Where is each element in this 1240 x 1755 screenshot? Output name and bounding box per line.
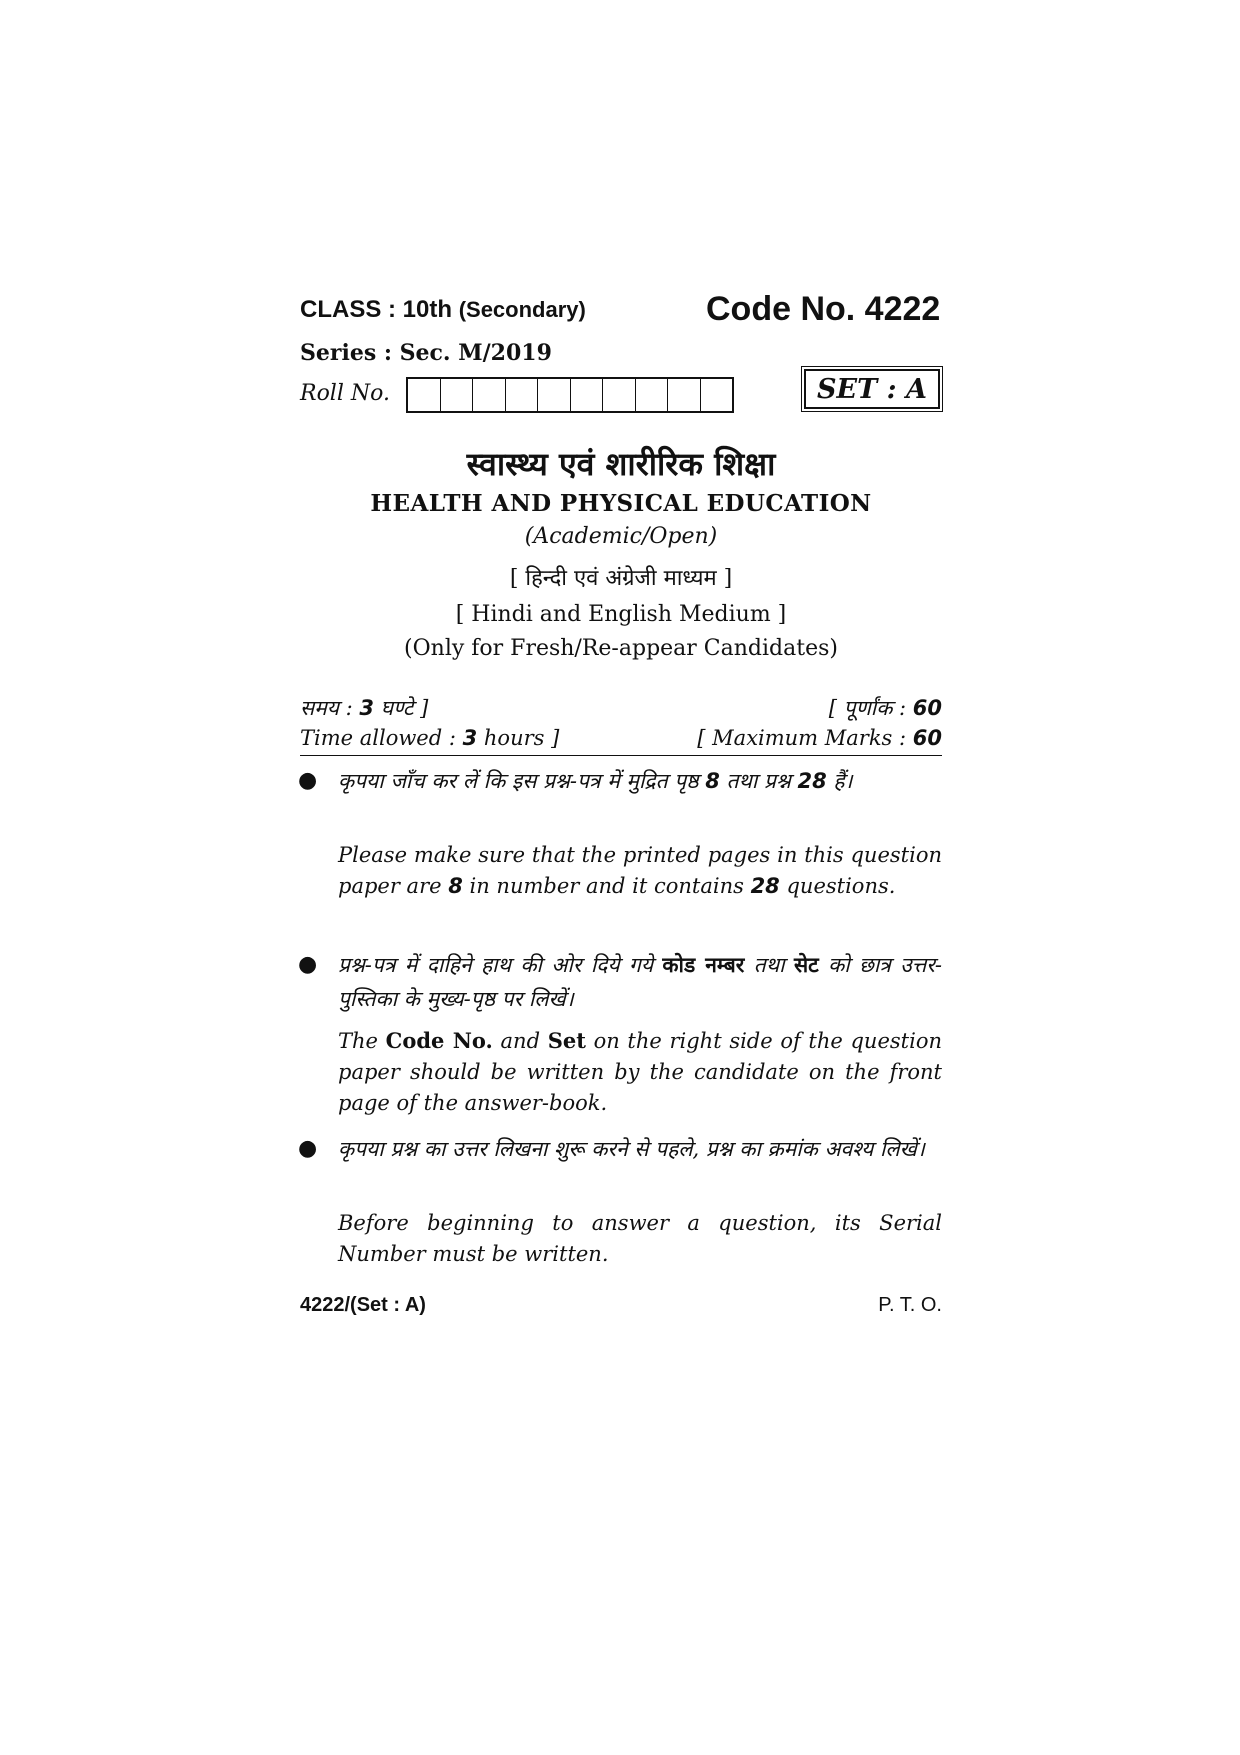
divider-rule (300, 755, 942, 756)
class-sub: (Secondary) (458, 297, 586, 322)
instruction-2-hindi: प्रश्न-पत्र में दाहिने हाथ की ओर दिये गये कोड नम्बर तथा सेट को छात्र उत्तर-पुस्तिका के मुख्य-पृष्ठ पर लिखें। (338, 952, 942, 1011)
class-label: CLASS : 10th (Secondary) (300, 296, 586, 323)
bullet-icon: ● (298, 1136, 318, 1161)
set-badge: SET : A (804, 369, 940, 409)
roll-number-label: Roll No. (300, 381, 390, 406)
time-allowed: Time allowed : 3 hours ] (300, 726, 560, 750)
roll-digit-box[interactable] (506, 379, 539, 411)
roll-digit-box[interactable] (571, 379, 604, 411)
roll-digit-box[interactable] (473, 379, 506, 411)
footer-code-set: 4222/(Set : A) (300, 1294, 426, 1316)
roll-digit-box[interactable] (603, 379, 636, 411)
maximum-marks: [ Maximum Marks : 60 (697, 726, 942, 750)
instruction-3-english: Before beginning to answer a question, its Serial Number must be written. (338, 1211, 942, 1266)
medium-hindi: [ हिन्दी एवं अंग्रेजी माध्यम ] (509, 566, 733, 591)
academic-open-note: (Academic/Open) (524, 524, 718, 549)
title-english: HEALTH AND PHYSICAL EDUCATION (370, 490, 872, 517)
roll-number-boxes[interactable] (406, 377, 734, 413)
instruction-1-english: Please make sure that the printed pages in this question paper are 8 in number and it contains 28 questions. (338, 843, 942, 898)
medium-english: [ Hindi and English Medium ] (455, 602, 787, 627)
roll-digit-box[interactable] (538, 379, 571, 411)
instruction-1-hindi: कृपया जाँच कर लें कि इस प्रश्न-पत्र में मुद्रित पृष्ठ 8 तथा प्रश्न 28 हैं। (338, 769, 853, 793)
title-hindi: स्वास्थ्य एवं शारीरिक शिक्षा (466, 445, 776, 483)
marks-hindi: [ पूर्णांक : 60 (828, 696, 942, 720)
instruction-3-hindi: कृपया प्रश्न का उत्तर लिखना शुरू करने से पहले, प्रश्न का क्रमांक अवश्य लिखें। (338, 1137, 925, 1161)
series-label: Series : Sec. M/2019 (300, 340, 552, 366)
code-number: Code No. 4222 (706, 290, 941, 328)
roll-digit-box[interactable] (408, 379, 441, 411)
roll-digit-box[interactable] (701, 379, 733, 411)
time-hindi: समय : 3 घण्टे ] (300, 696, 429, 720)
roll-digit-box[interactable] (441, 379, 474, 411)
roll-digit-box[interactable] (668, 379, 701, 411)
bullet-icon: ● (298, 952, 318, 977)
instruction-2-english: The Code No. and Set on the right side of the question paper should be written by the candidate on the front page of the answer-book. (338, 1028, 942, 1115)
footer-pto: P. T. O. (878, 1294, 942, 1316)
bullet-icon: ● (298, 768, 318, 793)
roll-digit-box[interactable] (636, 379, 669, 411)
candidates-note: (Only for Fresh/Re-appear Candidates) (404, 636, 838, 661)
